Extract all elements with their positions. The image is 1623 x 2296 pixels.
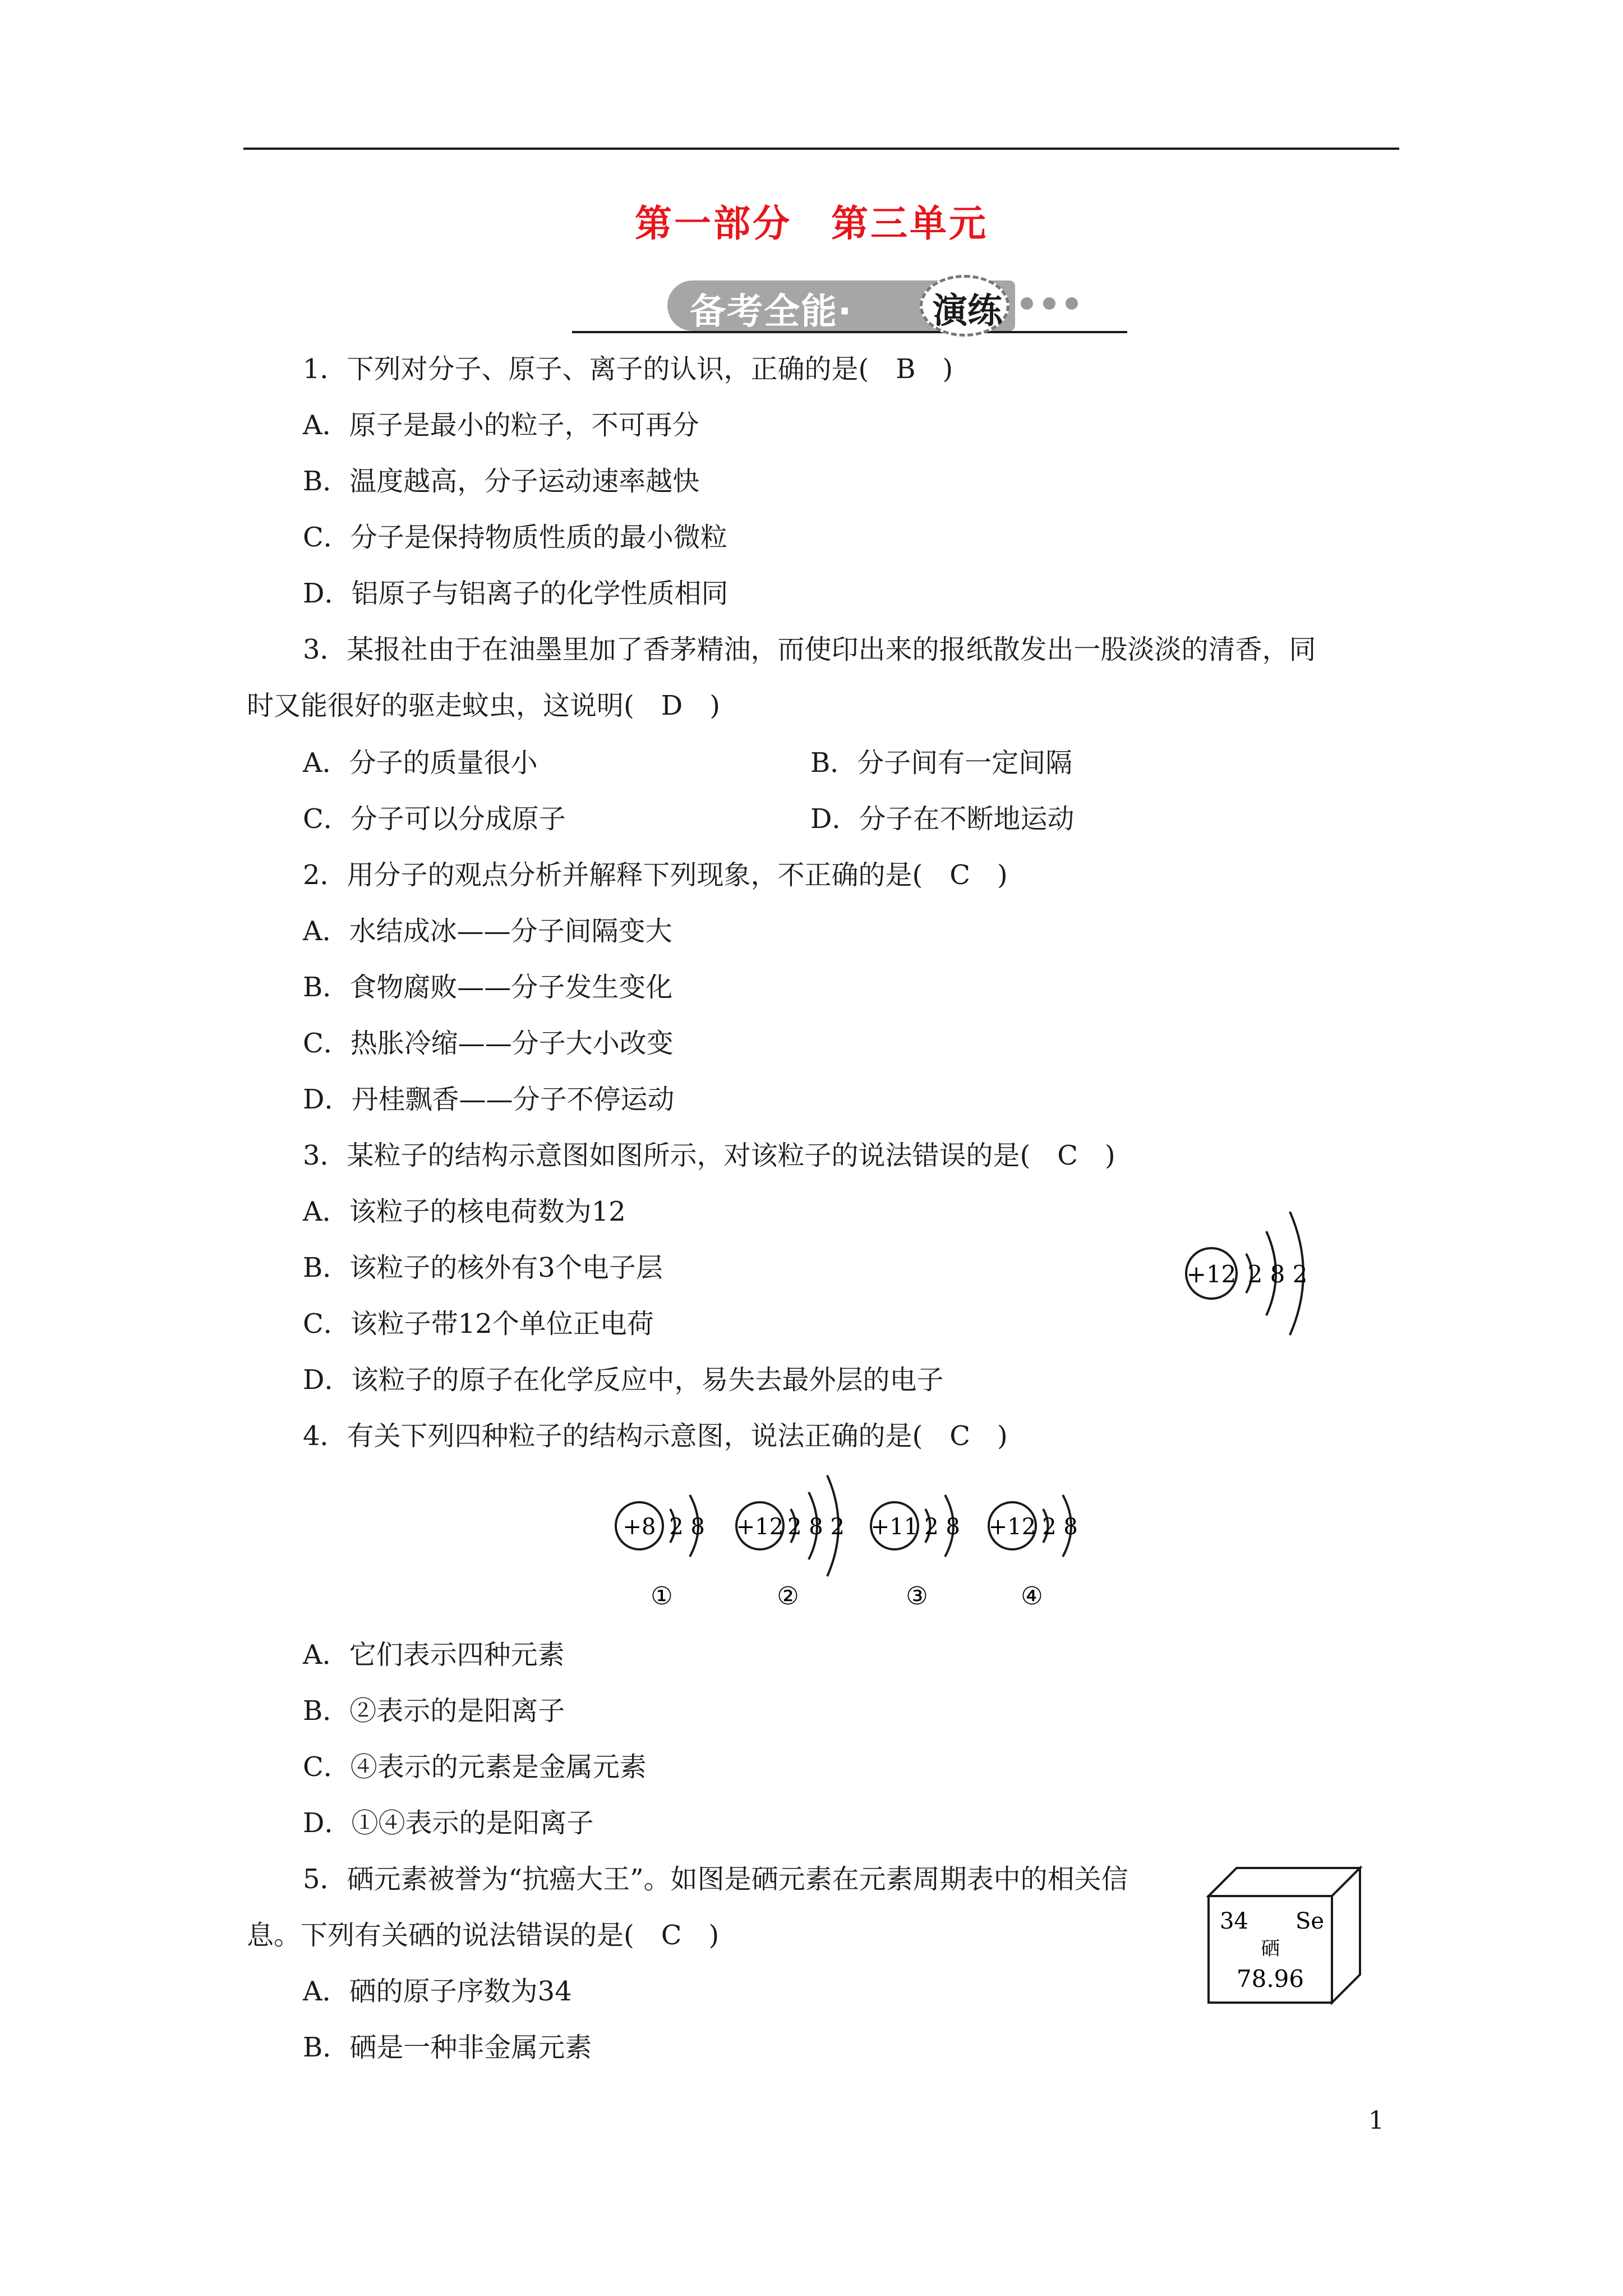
svg-text:③: ③ [906,1582,928,1611]
svg-text:2 8: 2 8 [1042,1514,1078,1540]
q5-stem-line2: 息。下列有关硒的说法错误的是( C ) [247,1920,720,1951]
q3b-option-b: B．该粒子的核外有3个电子层 [303,1252,663,1283]
four-atoms-diagram [600,1470,1105,1627]
q2-stem: 2．用分子的观点分析并解释下列现象，不正确的是( C ) [303,859,1008,891]
element-card-selenium [1206,1862,1363,2008]
q3b-option-a: A．该粒子的核电荷数为12 [303,1196,626,1227]
page-title: 第一部分 第三单元 [635,201,988,245]
q1-stem: 1．下列对分子、原子、离子的认识，正确的是( B ) [303,353,953,385]
atom-4 [989,1495,1078,1611]
q2-option-b: B．食物腐败——分子发生变化 [303,972,673,1003]
atomic-number: 34 [1220,1908,1248,1934]
atomic-mass: 78.96 [1236,1965,1304,1993]
q1-option-d: D．铝原子与铝离子的化学性质相同 [303,578,728,609]
q4-option-d: D．①④表示的是阳离子 [303,1807,594,1839]
q1-option-c: C．分子是保持物质性质的最小微粒 [303,522,727,553]
svg-text:①: ① [651,1582,673,1611]
top-rule [243,148,1399,150]
q5-option-a: A．硒的原子序数为34 [303,1976,572,2007]
q3a-option-b: B．分子间有一定间隔 [810,747,1073,779]
q4-stem: 4．有关下列四种粒子的结构示意图，说法正确的是( C ) [303,1420,1008,1452]
q3a-option-d: D．分子在不断地运动 [810,803,1075,835]
svg-text:2 8 2: 2 8 2 [787,1514,845,1540]
banner-circle-text: 演练 [932,290,1002,331]
page-number: 1 [1368,2106,1384,2135]
atom-3 [871,1495,960,1611]
svg-text:+12: +12 [736,1514,784,1540]
q2-option-a: A．水结成冰——分子间隔变大 [303,915,672,947]
element-symbol: Se [1295,1908,1325,1934]
svg-text:+8: +8 [623,1514,656,1540]
banner-dots [1021,297,1088,312]
q3a-stem-line2: 时又能很好的驱走蚊虫，这说明( D ) [247,690,720,721]
q2-option-d: D．丹桂飘香——分子不停运动 [303,1084,675,1115]
q3a-option-c: C．分子可以分成原子 [303,803,566,835]
q3a-option-a: A．分子的质量很小 [303,747,538,779]
svg-text:②: ② [777,1582,799,1611]
q1-option-b: B．温度越高，分子运动速率越快 [303,466,700,497]
svg-text:2 8: 2 8 [669,1514,705,1540]
atom-1 [616,1495,705,1611]
svg-text:+12: +12 [988,1514,1036,1540]
q3b-stem: 3．某粒子的结构示意图如图所示，对该粒子的说法错误的是( C ) [303,1140,1115,1171]
atom-diagram-mg [1178,1200,1335,1346]
section-banner [572,275,1127,337]
banner-text: 备考全能· [690,291,853,333]
q5-stem-line1: 5．硒元素被誉为“抗癌大王”。如图是硒元素在元素周期表中的相关信 [303,1864,1128,1895]
element-name: 硒 [1261,1938,1280,1960]
shell-electrons: 2 8 2 [1247,1260,1308,1288]
q3b-option-d: D．该粒子的原子在化学反应中，易失去最外层的电子 [303,1364,944,1396]
q2-option-c: C．热胀冷缩——分子大小改变 [303,1028,674,1059]
svg-text:2 8: 2 8 [924,1514,960,1540]
q3b-option-c: C．该粒子带12个单位正电荷 [303,1308,654,1340]
svg-text:+11: +11 [870,1514,919,1540]
atom-2 [736,1475,845,1611]
q5-option-b: B．硒是一种非金属元素 [303,2032,592,2063]
q4-option-c: C．④表示的元素是金属元素 [303,1751,647,1783]
svg-text:④: ④ [1021,1582,1043,1611]
q4-option-b: B．②表示的是阳离子 [303,1695,565,1727]
q4-option-a: A．它们表示四种元素 [303,1639,565,1671]
q3a-stem-line1: 3．某报社由于在油墨里加了香茅精油，而使印出来的报纸散发出一股淡淡的清香，同 [303,634,1316,665]
q1-option-a: A．原子是最小的粒子，不可再分 [303,409,699,441]
nucleus-label: +12 [1186,1260,1237,1288]
